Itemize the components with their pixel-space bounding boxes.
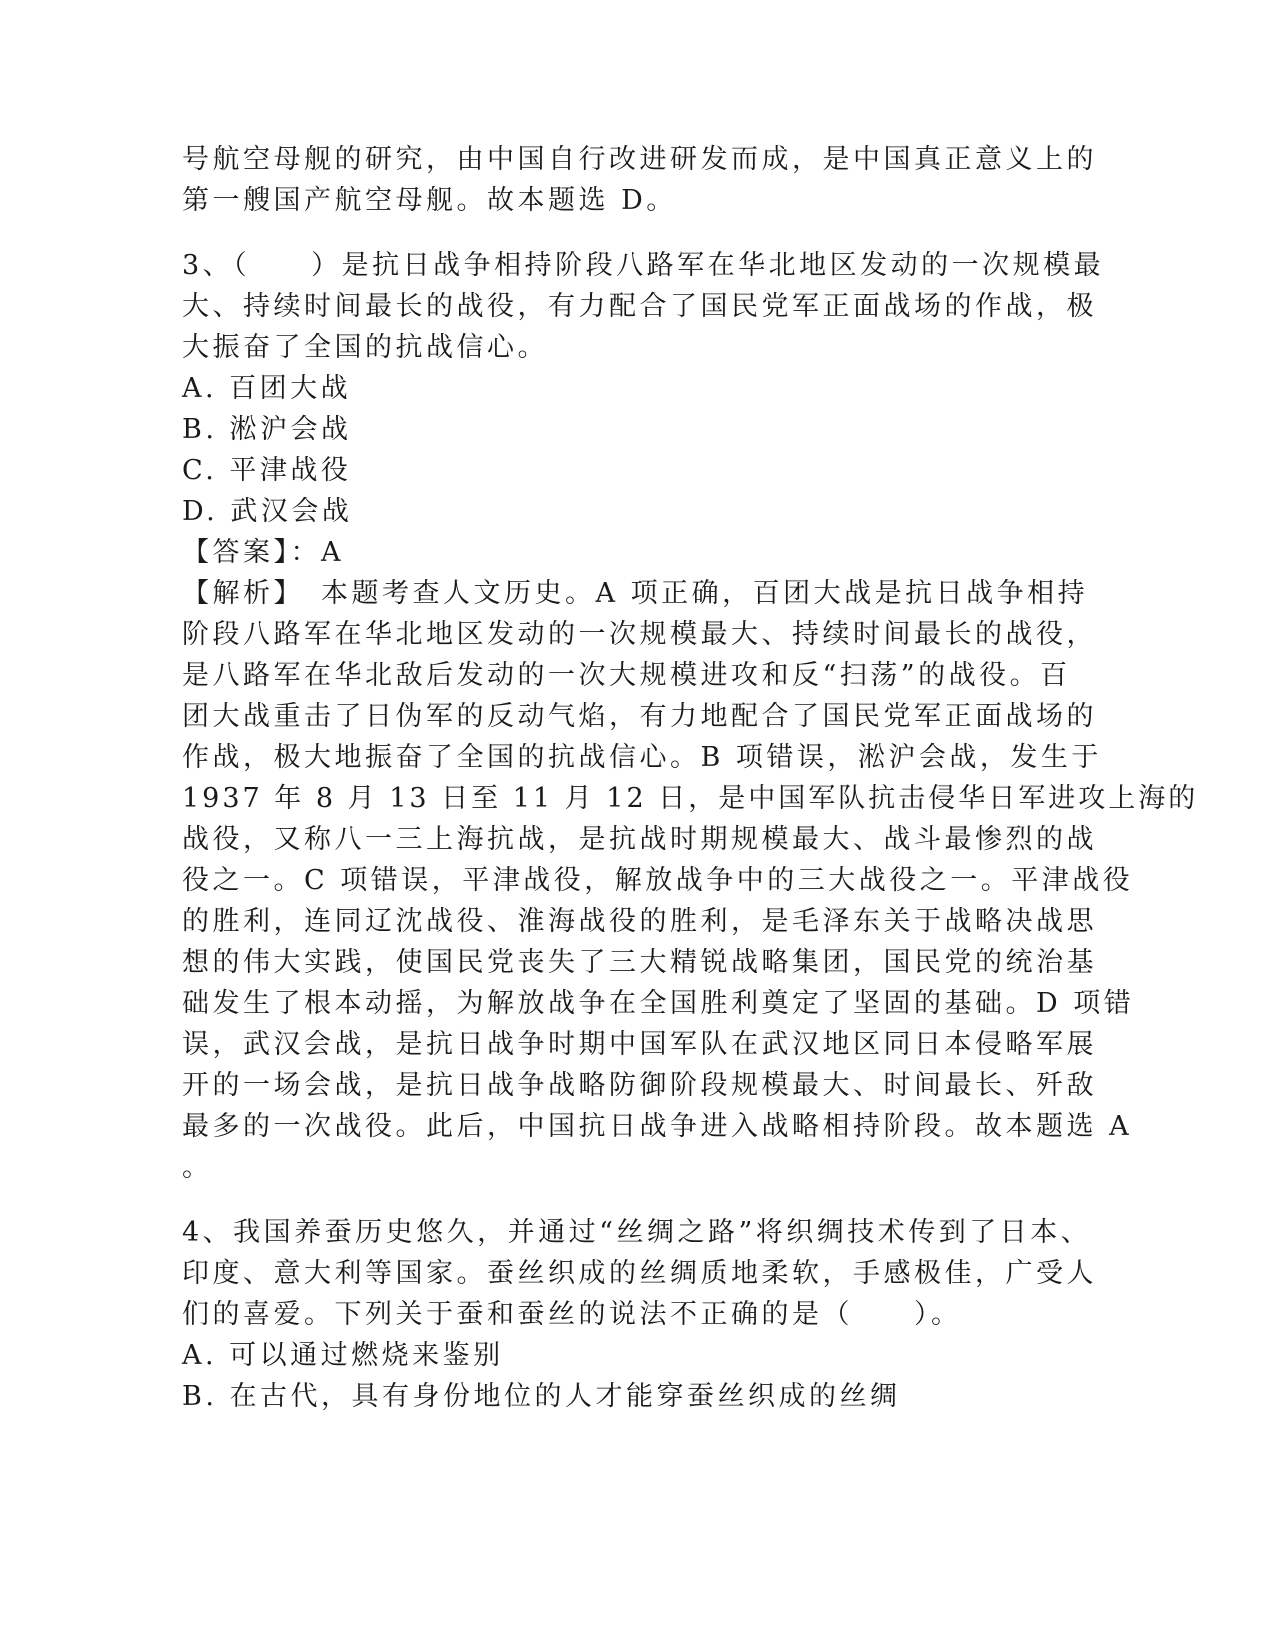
question-3-analysis-line: 的胜利，连同辽沈战役、淮海战役的胜利，是毛泽东关于战略决战思 [182, 906, 1097, 937]
question-3-analysis-line: 误，武汉会战，是抗日战争时期中国军队在武汉地区同日本侵略军展 [182, 1029, 1097, 1060]
question-3-answer: 【答案】：A [182, 537, 344, 568]
question-3-option-a: A. 百团大战 [182, 373, 352, 404]
question-3-option-b: B. 淞沪会战 [182, 414, 352, 445]
question-4-stem-line: 们的喜爱。下列关于蚕和蚕丝的说法不正确的是（ ）。 [182, 1299, 962, 1330]
question-4-stem-line: 4、我国养蚕历史悠久，并通过“丝绸之路”将织绸技术传到了日本、 [182, 1217, 1092, 1248]
question-3-analysis-line: 开的一场会战，是抗日战争战略防御阶段规模最大、时间最长、歼敌 [182, 1070, 1097, 1101]
question-3-analysis-line: 1937 年 8 月 13 日至 11 月 12 日，是中国军队抗击侵华日军进攻上海的 [182, 783, 1199, 814]
question-4-option-b: B. 在古代，具有身份地位的人才能穿蚕丝织成的丝绸 [182, 1381, 901, 1412]
question-3-analysis-line: 役之一。C 项错误，平津战役，解放战争中的三大战役之一。平津战役 [182, 865, 1134, 896]
question-4-stem-line: 印度、意大利等国家。蚕丝织成的丝绸质地柔软，手感极佳，广受人 [182, 1258, 1097, 1289]
question-3-analysis-line: 是八路军在华北敌后发动的一次大规模进攻和反“扫荡”的战役。百 [182, 660, 1071, 691]
question-3-analysis-line: 础发生了根本动摇，为解放战争在全国胜利奠定了坚固的基础。D 项错 [182, 988, 1135, 1019]
question-3-option-c: C. 平津战役 [182, 455, 352, 486]
text-line: 号航空母舰的研究，由中国自行改进研发而成，是中国真正意义上的 [182, 144, 1097, 175]
question-3-analysis-line: 最多的一次战役。此后，中国抗日战争进入战略相持阶段。故本题选 A [182, 1111, 1133, 1142]
question-3-analysis-line: 团大战重击了日伪军的反动气焰，有力地配合了国民党军正面战场的 [182, 701, 1097, 732]
question-3-analysis-line: 阶段八路军在华北地区发动的一次规模最大、持续时间最长的战役， [182, 619, 1097, 650]
question-3-analysis-line: 战役，又称八一三上海抗战，是抗战时期规模最大、战斗最惨烈的战 [182, 824, 1097, 855]
question-3-option-d: D. 武汉会战 [182, 496, 353, 527]
question-3-analysis-line: 想的伟大实践，使国民党丧失了三大精锐战略集团，国民党的统治基 [182, 947, 1097, 978]
question-3-stem-line: 大振奋了全国的抗战信心。 [182, 332, 548, 363]
question-4-option-a: A. 可以通过燃烧来鉴别 [182, 1340, 504, 1371]
text-line: 第一艘国产航空母舰。故本题选 D。 [182, 185, 677, 216]
question-3-stem-line: 3、（ ）是抗日战争相持阶段八路军在华北地区发动的一次规模最 [182, 250, 1105, 281]
question-3-analysis-line: 。 [182, 1152, 213, 1183]
question-3-analysis-line: 【解析】 本题考查人文历史。A 项正确，百团大战是抗日战争相持 [182, 578, 1089, 609]
question-3-analysis-line: 作战，极大地振奋了全国的抗战信心。B 项错误，淞沪会战，发生于 [182, 742, 1102, 773]
question-3-stem-line: 大、持续时间最长的战役，有力配合了国民党军正面战场的作战，极 [182, 291, 1097, 322]
